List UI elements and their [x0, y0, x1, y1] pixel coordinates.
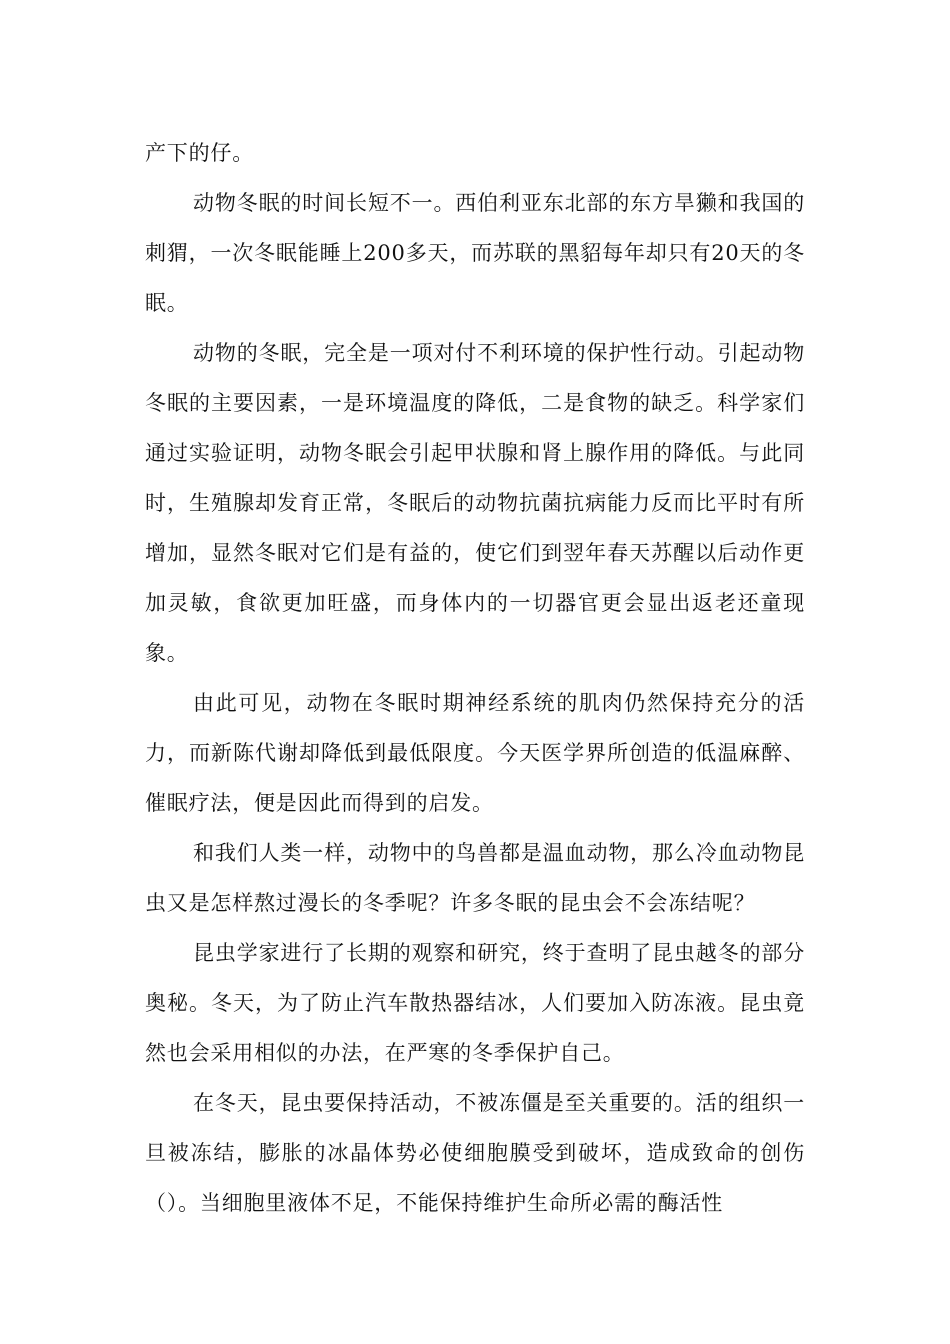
paragraph-1: 产下的仔。 [145, 141, 254, 165]
paragraph-4: 由此可见，动物在冬眠时期神经系统的肌肉仍然保持充分的活力，而新陈代谢却降低到最低限度。今天医学界所创造的低温麻醉、催眠疗法，便是因此而得到的启发。 [145, 691, 805, 815]
paragraph-3: 动物的冬眠，完全是一项对付不利环境的保护性行动。引起动物冬眠的主要因素，一是环境温度的降低，二是食物的缺乏。科学家们通过实验证明，动物冬眠会引起甲状腺和肾上腺作用的降低。与此同时，生殖腺却发育正常，冬眠后的动物抗菌抗病能力反而比平时有所增加，显然冬眠对它们是有益的，使它们到翌年春天苏醒以后动作更加灵敏，食欲更加旺盛，而身体内的一切器官更会显出返老还童现象。 [145, 341, 805, 665]
paragraph-7: 在冬天，昆虫要保持活动，不被冻僵是至关重要的。活的组织一旦被冻结，膨胀的冰晶体势必使细胞膜受到破坏，造成致命的创伤（）。当细胞里液体不足，不能保持维护生命所必需的酶活性 [145, 1091, 805, 1215]
paragraph-6: 昆虫学家进行了长期的观察和研究，终于查明了昆虫越冬的部分奥秘。冬天，为了防止汽车散热器结冰，人们要加入防冻液。昆虫竟然也会采用相似的办法，在严寒的冬季保护自己。 [145, 941, 805, 1065]
paragraph-2: 动物冬眠的时间长短不一。西伯利亚东北部的东方旱獭和我国的刺猬，一次冬眠能睡上200多天，而苏联的黑貂每年却只有20天的冬眠。 [145, 191, 805, 315]
paragraph-5: 和我们人类一样，动物中的鸟兽都是温血动物，那么冷血动物昆虫又是怎样熬过漫长的冬季呢？许多冬眠的昆虫会不会冻结呢？ [145, 841, 805, 915]
document-page [145, 128, 805, 1228]
